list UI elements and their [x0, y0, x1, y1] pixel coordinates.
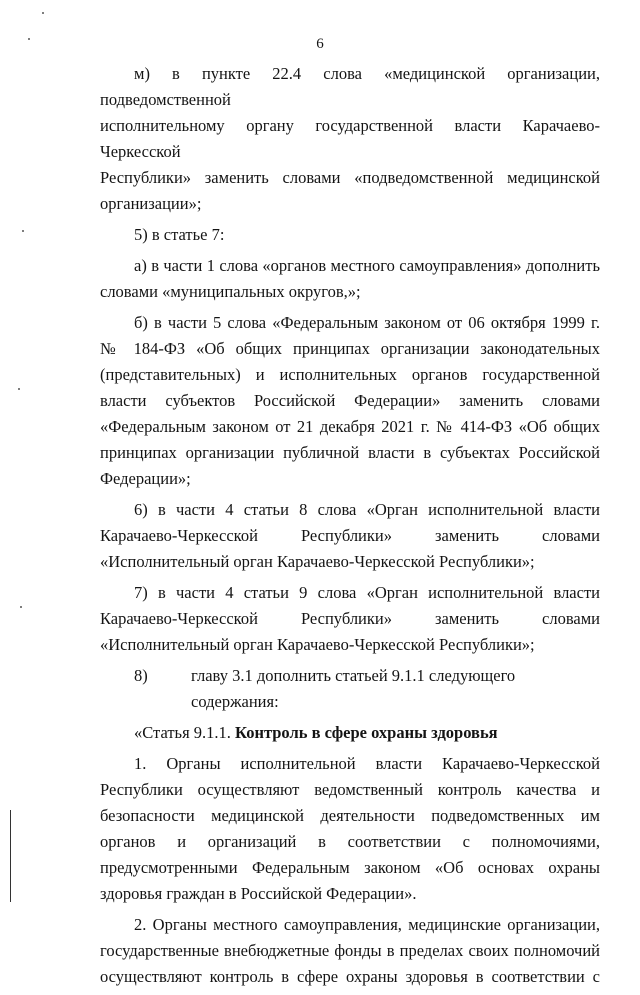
- paragraph-6: 6) в части 4 статьи 8 слова «Орган исполнительной власти Карачаево-Черкесской Республики» заменить словами «Исполнительный орган Карачаево-Черкесской Республики»;: [100, 500, 600, 571]
- paragraph-b: [100, 310, 600, 492]
- page-number: 6: [316, 36, 324, 52]
- scan-speck: [18, 388, 20, 390]
- article-title: Контроль в сфере охраны здоровья: [235, 723, 498, 742]
- scan-speck: [22, 230, 24, 232]
- paragraph-8-number: 8): [134, 666, 148, 685]
- paragraph-article-7: 5) в статье 7:: [134, 225, 225, 244]
- paragraph-b-line-1: б) в части 5 слова «Федеральным законом от 06 октября 1999 г.: [134, 313, 600, 332]
- paragraph-a: а) в части 1 слова «органов местного самоуправления» дополнить словами «муниципальных округов,»;: [100, 256, 600, 301]
- paragraph-8: [100, 663, 600, 715]
- paragraph-m: [100, 61, 600, 217]
- scan-speck: [42, 12, 44, 14]
- scan-edge-line: [10, 810, 11, 902]
- paragraph-m-line-2: исполнительному органу государственной власти Карачаево-Черкесской: [100, 116, 600, 161]
- paragraph-7: 7) в части 4 статьи 9 слова «Орган исполнительной власти Карачаево-Черкесской Республики» заменить словами «Исполнительный орган Карачаево-Черкесской Республики»;: [100, 583, 600, 654]
- paragraph-8-text: главу 3.1 дополнить статьей 9.1.1 следующего содержания:: [191, 666, 516, 711]
- paragraph-b-rest: (представительных) и исполнительных органов государственной власти субъектов Российской Федерации» заменить словами «Федеральным законом от 21 декабря 2021 г. № 414-ФЗ «Об общих принципах организации публичной власти в субъектах Российской Федерации»;: [100, 365, 600, 488]
- document-body: [100, 61, 600, 995]
- paragraph-m-line-3: Республики» заменить словами «подведомственной медицинской: [100, 168, 600, 187]
- paragraph-m-line-4: организации»;: [100, 194, 202, 213]
- article-prefix: «Статья 9.1.1.: [134, 723, 231, 742]
- clause-1: 1. Органы исполнительной власти Карачаево-Черкесской Республики осуществляют ведомственный контроль качества и безопасности медицинской деятельности подведомственных им органов и организаций в соответствии с полномочиями, предусмотренными Федеральным законом «Об основах охраны здоровья граждан в Российской Федерации».: [100, 754, 600, 903]
- paragraph-b-line-2: № 184-ФЗ «Об общих принципах организации законодательных: [100, 339, 600, 358]
- clause-2: 2. Органы местного самоуправления, медицинские организации, государственные внебюджетные фонды в пределах своих полномочий осуществляют контроль в сфере охраны здоровья в соответствии с: [100, 915, 600, 986]
- scan-speck: [20, 606, 22, 608]
- paragraph-m-line-1: м) в пункте 22.4 слова «медицинской организации, подведомственной: [100, 64, 600, 109]
- article-heading: [100, 720, 600, 746]
